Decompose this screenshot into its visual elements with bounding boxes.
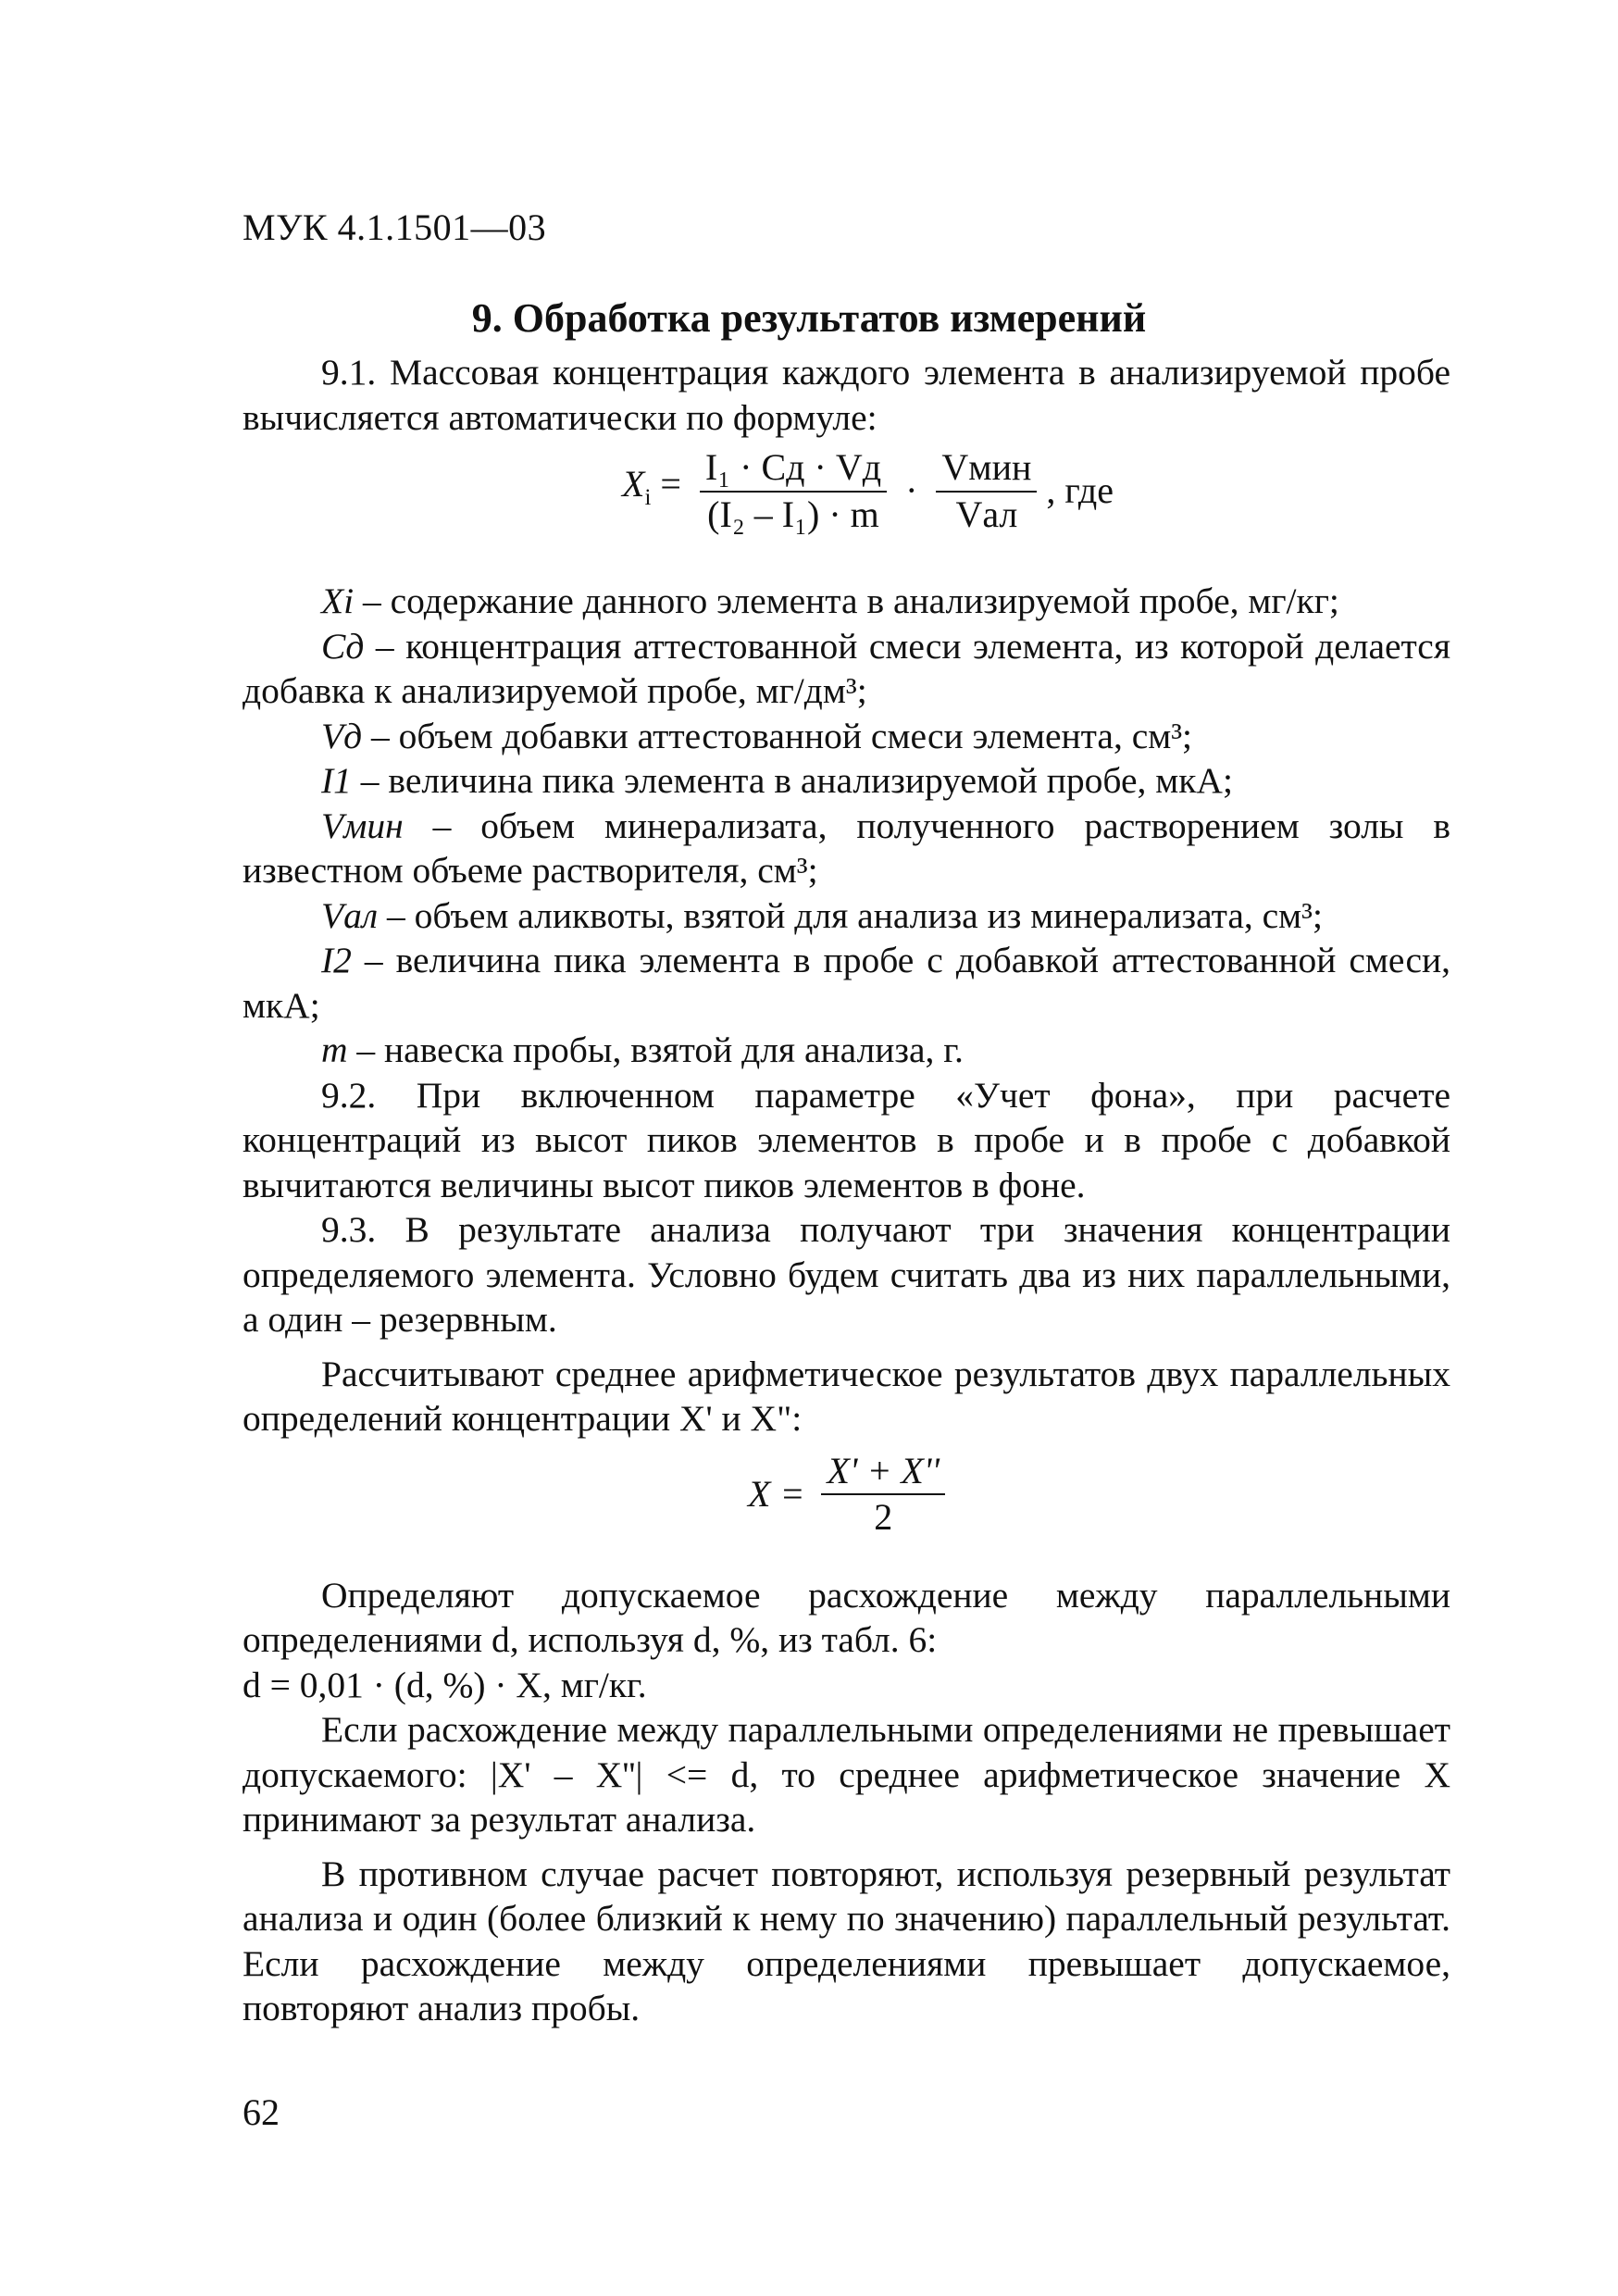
definition-vd: Vд – объем добавки аттестованной смеси элемента, см³; bbox=[321, 715, 1193, 756]
document-code-header: МУК 4.1.1501—03 bbox=[243, 206, 547, 248]
definition-i1: I1 – величина пика элемента в анализируемой пробе, мкА; bbox=[321, 760, 1233, 801]
fraction-1-denominator: (I₂ – I₁) · m bbox=[707, 493, 879, 535]
definition-xi: Xi – содержание данного элемента в анализируемой пробе, мг/кг; bbox=[321, 580, 1339, 621]
mean-numerator: X' + X'' bbox=[821, 1449, 945, 1496]
page-body bbox=[243, 350, 1450, 2031]
definition-cd: Cд – концентрация аттестованной смеси элемента, из которой делается добавка к анализируемой пробе, мг/дм³; bbox=[243, 625, 1450, 711]
page-number: 62 bbox=[243, 2091, 280, 2133]
formula-fraction-2 bbox=[936, 445, 1037, 537]
formula-mean-fraction bbox=[821, 1449, 945, 1541]
formula-suffix: , где bbox=[1046, 469, 1114, 512]
paragraph-allowed-difference: Определяют допускаемое расхождение между параллельными определениями d, используя d, %, из табл. 6: bbox=[243, 1574, 1450, 1660]
formula-mean bbox=[243, 1449, 1450, 1560]
definition-val: Vал – объем аликвоты, взятой для анализа из минерализата, см³; bbox=[321, 894, 1323, 936]
paragraph-mean: Рассчитывают среднее арифметическое результатов двух параллельных определений концентрации X' и X": bbox=[243, 1353, 1450, 1439]
fraction-1-numerator: I₁ · Cд · Vд bbox=[700, 445, 887, 493]
paragraph-otherwise: В противном случае расчет повторяют, используя резервный результат анализа и один (более близкий к нему по значению) параллельный результат. Если расхождение между определениями превышает допускаемое, повторяют анализ пробы. bbox=[243, 1853, 1450, 2028]
formula-fraction-1 bbox=[700, 445, 887, 537]
paragraph-9-2: 9.2. При включенном параметре «Учет фона», при расчете концентраций из высот пиков элементов в пробе и в пробе с добавкой вычитаются величины высот пиков элементов в фоне. bbox=[243, 1074, 1450, 1205]
definition-i2: I2 – величина пика элемента в пробе с добавкой аттестованной смеси, мкА; bbox=[243, 940, 1450, 1026]
fraction-2-numerator: Vмин bbox=[936, 445, 1037, 493]
mean-denominator: 2 bbox=[874, 1496, 893, 1538]
formula-mean-lhs: X = bbox=[748, 1472, 805, 1515]
fraction-2-denominator: Vал bbox=[955, 493, 1018, 535]
paragraph-9-1: 9.1. Массовая концентрация каждого элемента в анализируемой пробе вычисляется автоматически по формуле: bbox=[243, 352, 1450, 438]
paragraph-if-condition: Если расхождение между параллельными определениями не превышает допускаемого: |X' – X''| <= d, то среднее арифметическое значение X принимают за результат анализа. bbox=[243, 1709, 1450, 1840]
definition-vmin: Vмин – объем минерализата, полученного растворением золы в известном объеме растворителя, см³; bbox=[243, 805, 1450, 891]
formula-concentration: $X_i$ = $\frac{\text{I₁ · Cд · Vд}}{\text{(I₂ – I₁) · m}}$ · $\frac{\text{Vмин}}{\text{Vал}}$ , где bbox=[243, 445, 1450, 566]
formula-allowed-difference: d = 0,01 · (d, %) · X, мг/кг. bbox=[243, 1664, 647, 1705]
paragraph-9-3: 9.3. В результате анализа получают три значения концентрации определяемого элемента. Условно будем считать два из них параллельными, а один – резервным. bbox=[243, 1209, 1450, 1340]
formula-lhs: $X_i$ = bbox=[622, 462, 691, 510]
definition-m: m – навеска пробы, взятой для анализа, г. bbox=[321, 1029, 964, 1070]
section-title: 9. Обработка результатов измерений bbox=[471, 295, 1147, 341]
